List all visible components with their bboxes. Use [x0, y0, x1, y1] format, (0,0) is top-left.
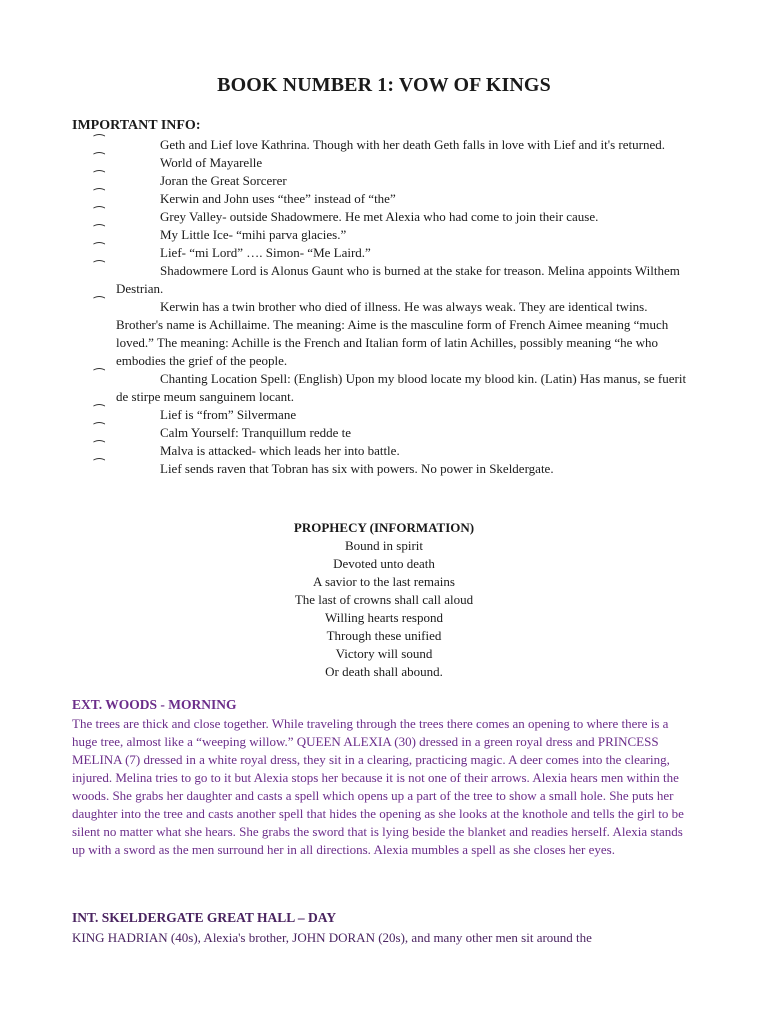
prophecy-line: A savior to the last remains	[313, 574, 455, 589]
bullet-icon: ⁀	[94, 260, 105, 275]
bullet-icon: ⁀	[94, 170, 105, 185]
bullet-icon: ⁀	[94, 188, 105, 203]
bullet-icon: ⁀	[94, 296, 105, 311]
info-item: ⁀ Lief is “from” Silvermane	[94, 404, 297, 422]
info-item: ⁀ World of Mayarelle	[94, 152, 263, 170]
bullet-icon: ⁀	[94, 206, 105, 221]
prophecy-line: Through these unified	[326, 628, 442, 643]
info-item: ⁀ Kerwin and John uses “thee” instead of “the”	[94, 188, 396, 206]
scene-heading-great-hall: INT. SKELDERGATE GREAT HALL – DAY	[72, 910, 337, 925]
info-item: ⁀ Kerwin has a twin brother who died of illness. He was always weak. They are identical twins. Brother's name is Achillaime. The meaning: Aime is the masculine form of French Aimee meaning “much loved.” The meaning: Achille is the French and Italian form of latin Achilles, possibly meaning “he who embodies the grief of the people.	[94, 296, 669, 368]
bullet-icon: ⁀	[94, 152, 105, 167]
bullet-icon: ⁀	[94, 134, 105, 149]
prophecy-heading: PROPHECY (INFORMATION)	[293, 520, 475, 535]
info-item: ⁀ My Little Ice- “mihi parva glacies.”	[94, 224, 347, 242]
info-item: ⁀ Calm Yourself: Tranquillum redde te	[94, 422, 352, 440]
bullet-icon: ⁀	[94, 224, 105, 239]
info-item: ⁀ Lief sends raven that Tobran has six with powers. No power in Skeldergate.	[94, 458, 554, 476]
scene-text-great-hall: KING HADRIAN (40s), Alexia's brother, JOHN DORAN (20s), and many other men sit around the	[72, 930, 592, 945]
prophecy-line: Or death shall abound.	[325, 664, 443, 679]
prophecy-line: Victory will sound	[335, 646, 433, 661]
info-item: ⁀ Shadowmere Lord is Alonus Gaunt who is burned at the stake for treason. Melina appoints Wilthem Destrian.	[94, 260, 680, 296]
bullet-icon: ⁀	[94, 458, 105, 473]
important-info-heading: IMPORTANT INFO:	[72, 118, 201, 133]
prophecy-section	[0, 519, 768, 681]
bullet-icon: ⁀	[94, 440, 105, 455]
document-title: BOOK NUMBER 1: VOW OF KINGS	[217, 74, 551, 96]
scene-text-woods: The trees are thick and close together. While traveling through the trees there comes an opening to where there is a huge tree, almost like a “weeping willow.” QUEEN ALEXIA (30) dressed in a green royal dress and PRINCESS MELINA (7) dressed in a white royal dress, they sit in a clearing, practicing magic. A deer comes into the clearing, injured. Melina tries to go to it but Alexia stops her because it is not one of their arrows. Alexia hears men within the woods. She grabs her daughter and casts a spell which opens up a part of the tree to show a small hole. She puts her daughter into the tree and casts another spell that hides the opening as she looks at the knothole and tells the girl to be silent no matter what she hears. She grabs the sword that is lying beside the blanket and readies herself. Alexia stands up with a sword as the men surround her in all directions. Alexia mumbles a spell as she closes her eyes.	[72, 716, 684, 857]
info-item: ⁀ Lief- “mi Lord” …. Simon- “Me Laird.”	[94, 242, 371, 260]
bullet-icon: ⁀	[94, 422, 105, 437]
bullet-icon: ⁀	[94, 404, 105, 419]
info-item: ⁀ Geth and Lief love Kathrina. Though with her death Geth falls in love with Lief and it's returned.	[94, 134, 665, 152]
scene-heading-woods: EXT. WOODS - MORNING	[72, 697, 237, 712]
prophecy-line: Willing hearts respond	[325, 610, 443, 625]
bullet-icon: ⁀	[94, 242, 105, 257]
important-info-list	[96, 136, 696, 478]
prophecy-line: Bound in spirit	[344, 538, 423, 553]
prophecy-line: Devoted unto death	[333, 556, 435, 571]
info-item: ⁀ Chanting Location Spell: (English) Upon my blood locate my blood kin. (Latin) Has manus, se fuerit de stirpe meum sanguinem locant.	[94, 368, 687, 404]
info-item: ⁀ Malva is attacked- which leads her into battle.	[94, 440, 400, 458]
info-item: ⁀ Joran the Great Sorcerer	[94, 170, 287, 188]
prophecy-line: The last of crowns shall call aloud	[294, 592, 474, 607]
bullet-icon: ⁀	[94, 368, 105, 383]
info-item: ⁀ Grey Valley- outside Shadowmere. He met Alexia who had come to join their cause.	[94, 206, 599, 224]
